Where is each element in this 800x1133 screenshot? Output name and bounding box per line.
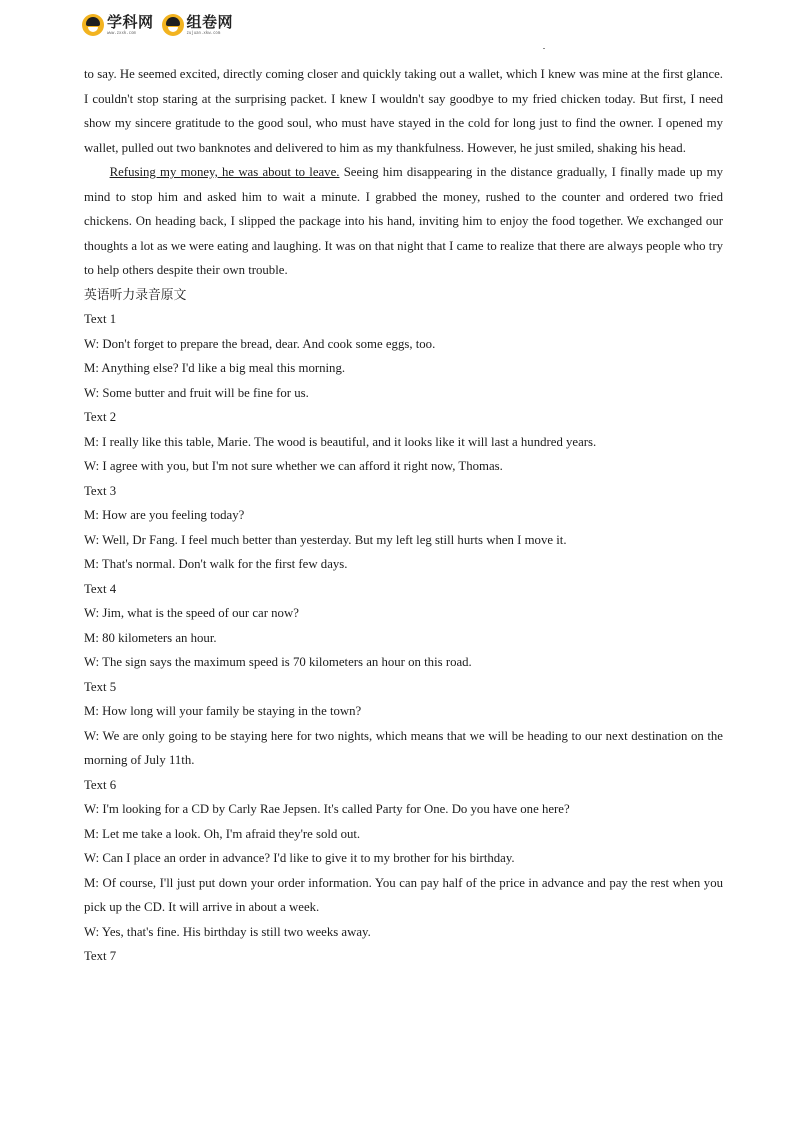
transcript-line: Text 6 bbox=[84, 777, 117, 792]
transcript-heading: 英语听力录音原文 bbox=[84, 287, 187, 302]
logo-url: www.zxxk.com bbox=[107, 30, 136, 35]
transcript-line: W: Jim, what is the speed of our car now? bbox=[84, 606, 299, 620]
transcript-line: M: How are you feeling today? bbox=[84, 508, 245, 522]
transcript-line: M: How long will your family be staying in the town? bbox=[84, 704, 362, 718]
transcript-line: W: The sign says the maximum speed is 70 kilometers an hour on this road. bbox=[84, 655, 472, 669]
header-logos bbox=[82, 10, 233, 40]
transcript-line: Text 3 bbox=[84, 483, 117, 498]
story-paragraph-1: to say. He seemed excited, directly coming closer and quickly taking out a wallet, which I knew was mine at the first glance. I couldn't stop staring at the surprising packet. I knew I wouldn't say goodbye to my fried chicken today. But first, I need show my sincere gratitude to the good soul, who must have stayed in the cold for long just to find the owner. I opened my wallet, pulled out two banknotes and delivered to him as my thankfulness. However, he just smiled, shaking his head. bbox=[84, 67, 723, 155]
transcript-line: M: Let me take a look. Oh, I'm afraid they're sold out. bbox=[84, 826, 361, 841]
transcript-line: M: Anything else? I'd like a big meal this morning. bbox=[84, 361, 346, 375]
transcript-lines bbox=[84, 307, 723, 969]
transcript-line: Text 1 bbox=[84, 312, 117, 326]
transcript-line: M: 80 kilometers an hour. bbox=[84, 630, 217, 645]
transcript-line: W: I agree with you, but I'm not sure whether we can afford it right now, Thomas. bbox=[84, 459, 503, 473]
logo-zujuanwang[interactable] bbox=[162, 14, 234, 36]
transcript-line: Text 4 bbox=[84, 581, 117, 596]
owl-logo-icon bbox=[82, 14, 104, 36]
transcript-line: W: Don't forget to prepare the bread, dear. And cook some eggs, too. bbox=[84, 336, 436, 351]
owl-logo-icon bbox=[162, 14, 184, 36]
transcript-line: Text 5 bbox=[84, 679, 117, 694]
transcript-line: Text 2 bbox=[84, 410, 117, 424]
logo-xuekewang[interactable] bbox=[82, 14, 154, 36]
paragraph-text: Seeing him disappearing in the distance gradually, I finally made up my mind to stop him and asked him to wait a minute. I grabbed the money, rushed to the counter and ordered two fried chickens. On heading back, I slipped the package into his hand, inviting him to enjoy the food together. We exchanged our thoughts a lot as we were eating and laughing. It was on that night that I came to realize that there are always people who try to help others despite their own trouble. bbox=[84, 165, 723, 277]
transcript-line: W: We are only going to be staying here for two nights, which means that we will be heading to our next destination on the morning of July 11th. bbox=[84, 728, 723, 767]
logo-name: 学科网 bbox=[107, 13, 154, 31]
underlined-sentence: Refusing my money, he was about to leave. bbox=[109, 165, 340, 179]
transcript-line: Text 7 bbox=[84, 949, 117, 963]
document-body bbox=[84, 62, 723, 969]
logo-name: 组卷网 bbox=[186, 13, 234, 31]
transcript-line: M: Of course, I'll just put down your order information. You can pay half of the price in advance and pay the rest when you pick up the CD. It will arrive in about a week. bbox=[84, 875, 723, 914]
transcript-line: M: I really like this table, Marie. The wood is beautiful, and it looks like it will last a hundred years. bbox=[84, 434, 597, 449]
transcript-line: W: Can I place an order in advance? I'd like to give it to my brother for his birthday. bbox=[84, 851, 515, 865]
transcript-line: M: That's normal. Don't walk for the first few days. bbox=[84, 557, 348, 571]
speck bbox=[543, 48, 545, 49]
transcript-line: W: Some butter and fruit will be fine for us. bbox=[84, 385, 309, 400]
logo-url: zujuan.xkw.com bbox=[186, 30, 221, 35]
transcript-line: W: Well, Dr Fang. I feel much better than yesterday. But my left leg still hurts when I move it. bbox=[84, 532, 567, 547]
transcript-line: W: I'm looking for a CD by Carly Rae Jepsen. It's called Party for One. Do you have one here? bbox=[84, 802, 570, 816]
story-paragraph-2 bbox=[84, 160, 723, 283]
transcript-line: W: Yes, that's fine. His birthday is still two weeks away. bbox=[84, 924, 371, 939]
